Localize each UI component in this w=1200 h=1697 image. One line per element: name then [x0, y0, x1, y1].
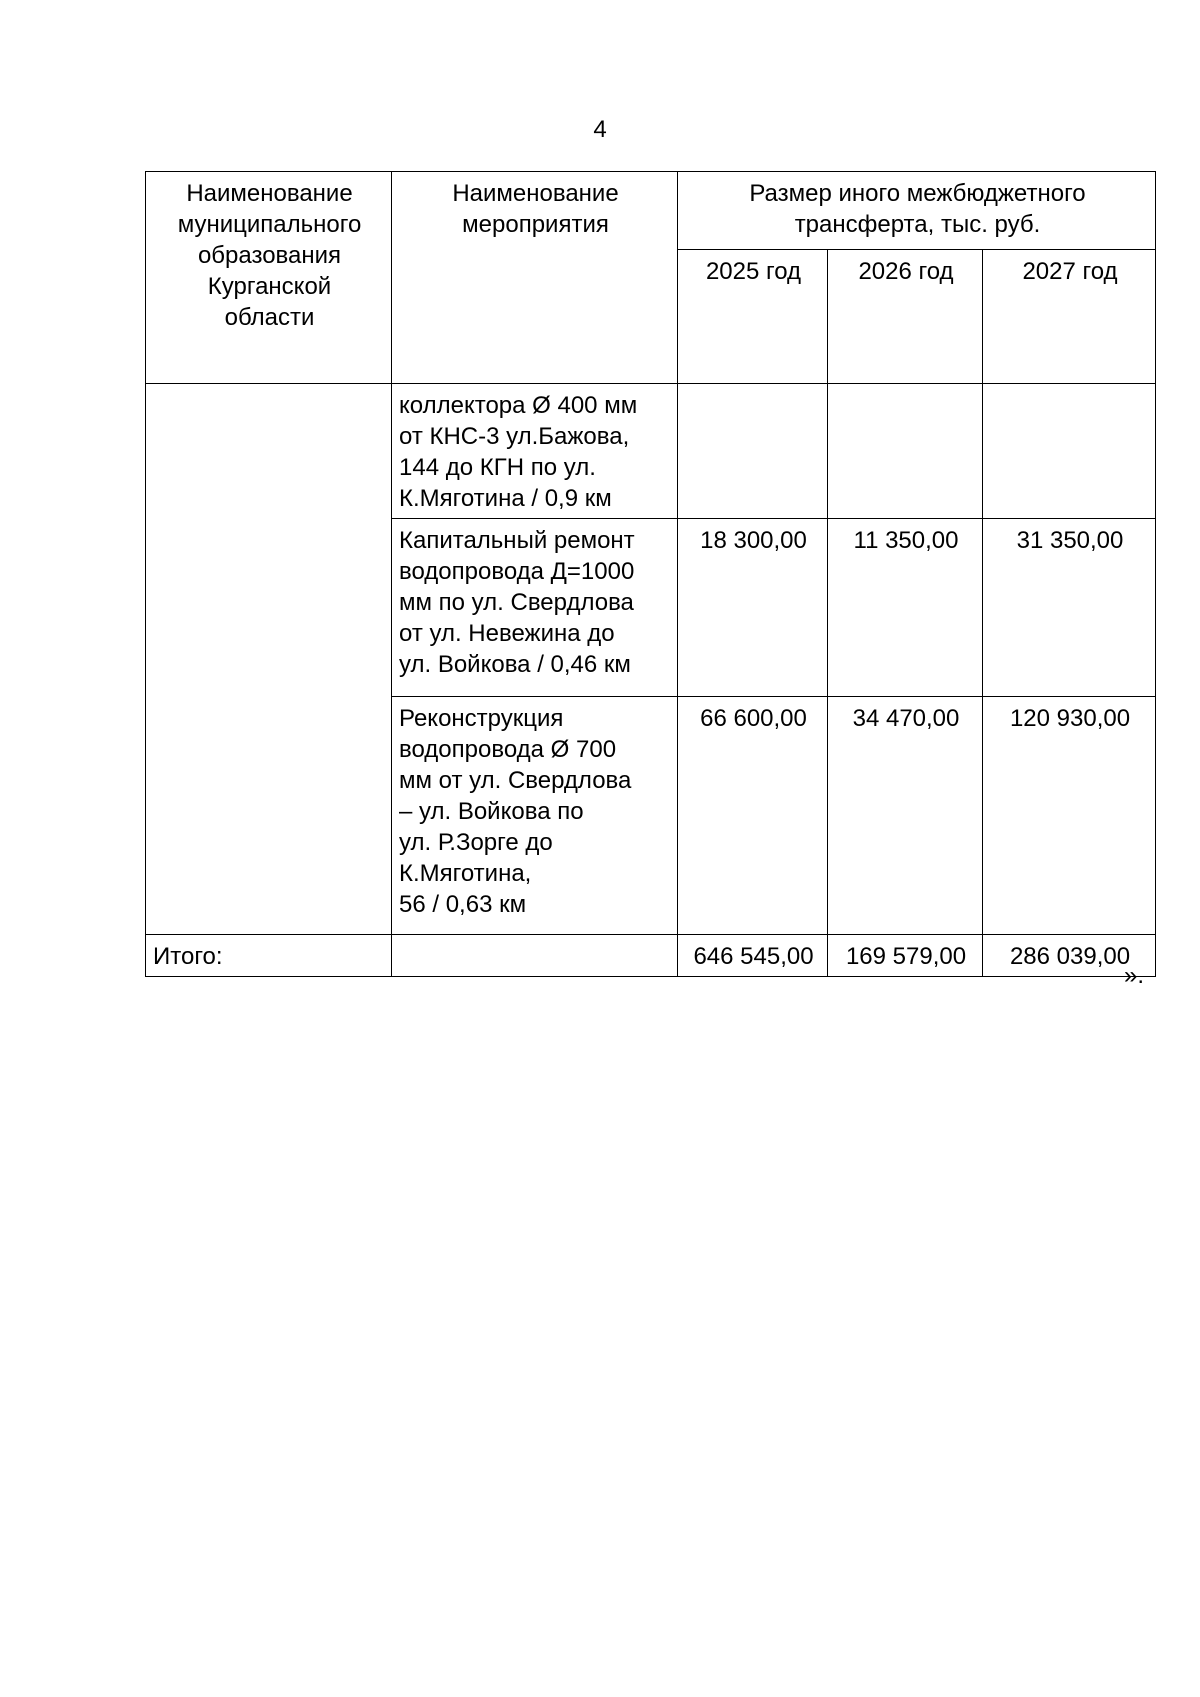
header-year-2025: 2025 год — [678, 250, 828, 384]
total-2026: 169 579,00 — [828, 935, 983, 977]
value-2025: 66 600,00 — [678, 697, 828, 935]
event-line: ул. Р.Зорге до — [399, 829, 553, 856]
total-label: Итого: — [146, 935, 392, 977]
header-event-line: Наименование — [452, 180, 619, 207]
value-2025: 18 300,00 — [678, 519, 828, 697]
event-line: К.Мяготина / 0,9 км — [399, 485, 612, 512]
value-2027: 31 350,00 — [983, 519, 1156, 697]
total-2027: 286 039,00 — [983, 935, 1156, 977]
value-2026: 11 350,00 — [828, 519, 983, 697]
event-line: 144 до КГН по ул. — [399, 454, 596, 481]
value-2026 — [828, 384, 983, 519]
municipality-cell — [146, 384, 392, 935]
header-transfer-line: трансферта, тыс. руб. — [794, 211, 1041, 238]
header-municipality-line: муниципального — [177, 211, 362, 238]
value-2025 — [678, 384, 828, 519]
event-line: от КНС-3 ул.Бажова, — [399, 423, 630, 450]
total-event-cell — [392, 935, 678, 977]
event-line: К.Мяготина, — [399, 860, 532, 887]
table-row — [146, 384, 1156, 519]
header-municipality-line: образования — [197, 242, 342, 269]
event-cell — [392, 519, 678, 697]
header-municipality — [146, 172, 392, 384]
event-cell — [392, 384, 678, 519]
header-year-2027: 2027 год — [983, 250, 1156, 384]
header-transfer — [678, 172, 1156, 250]
event-line: мм по ул. Свердлова — [399, 589, 634, 616]
event-line: водопровода Д=1000 — [399, 558, 635, 585]
header-event — [392, 172, 678, 384]
header-row-1 — [146, 172, 1156, 250]
closing-quote-mark: ». — [1124, 962, 1145, 989]
event-line: водопровода Ø 700 — [399, 736, 617, 763]
event-line: 56 / 0,63 км — [399, 891, 527, 918]
value-2027: 120 930,00 — [983, 697, 1156, 935]
event-line: ул. Войкова / 0,46 км — [399, 651, 631, 678]
value-2026: 34 470,00 — [828, 697, 983, 935]
header-transfer-line: Размер иного межбюджетного — [749, 180, 1086, 207]
transfer-table — [145, 171, 1156, 977]
total-2025: 646 545,00 — [678, 935, 828, 977]
total-row — [146, 935, 1156, 977]
header-event-line: мероприятия — [462, 211, 609, 238]
header-municipality-line: области — [224, 304, 315, 331]
event-cell — [392, 697, 678, 935]
event-line: Капитальный ремонт — [399, 527, 635, 554]
header-municipality-line: Наименование — [186, 180, 353, 207]
event-line: от ул. Невежина до — [399, 620, 615, 647]
event-line: коллектора Ø 400 мм — [399, 392, 638, 419]
header-municipality-line: Курганской — [207, 273, 332, 300]
value-2027 — [983, 384, 1156, 519]
page-number: 4 — [593, 116, 607, 143]
event-line: Реконструкция — [399, 705, 564, 732]
event-line: мм от ул. Свердлова — [399, 767, 632, 794]
header-year-2026: 2026 год — [828, 250, 983, 384]
event-line: – ул. Войкова по — [399, 798, 584, 825]
